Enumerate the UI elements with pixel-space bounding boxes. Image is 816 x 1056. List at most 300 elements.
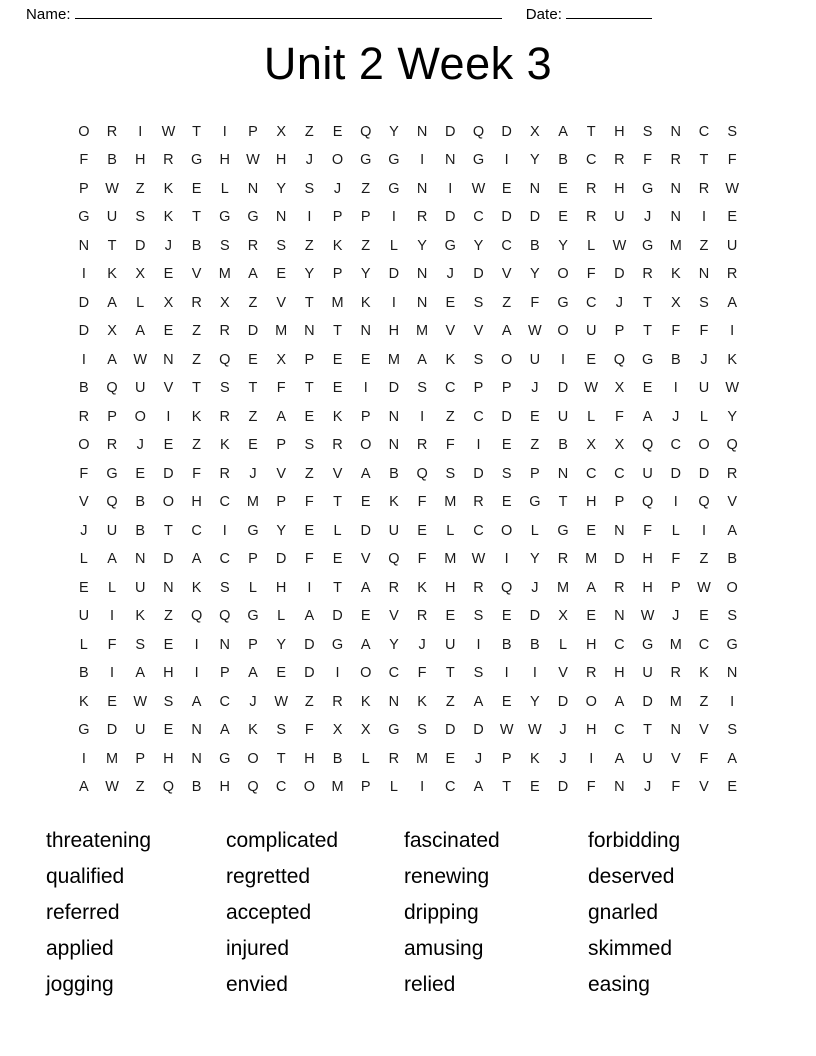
grid-cell[interactable]: U bbox=[134, 722, 146, 739]
grid-cell[interactable]: T bbox=[107, 237, 117, 254]
grid-cell[interactable]: N bbox=[219, 636, 231, 653]
grid-cell[interactable]: F bbox=[417, 551, 427, 568]
grid-cell[interactable]: W bbox=[105, 779, 119, 796]
grid-cell[interactable]: N bbox=[670, 722, 682, 739]
grid-cell[interactable]: R bbox=[614, 579, 625, 596]
grid-cell[interactable]: V bbox=[332, 465, 343, 482]
grid-cell[interactable]: X bbox=[332, 722, 343, 739]
word-list-item[interactable]: dripping bbox=[404, 901, 479, 925]
grid-cell[interactable]: R bbox=[416, 437, 428, 454]
grid-cell[interactable]: G bbox=[641, 237, 654, 254]
grid-cell[interactable]: B bbox=[79, 665, 89, 682]
word-list-item[interactable]: referred bbox=[46, 901, 120, 925]
grid-cell[interactable]: O bbox=[78, 437, 90, 454]
grid-cell[interactable]: Q bbox=[472, 123, 485, 140]
grid-cell[interactable]: C bbox=[219, 551, 231, 568]
grid-cell[interactable]: I bbox=[504, 665, 509, 682]
grid-cell[interactable]: Q bbox=[106, 380, 118, 397]
grid-cell[interactable]: T bbox=[502, 779, 512, 796]
grid-cell[interactable]: M bbox=[387, 351, 400, 368]
grid-cell[interactable]: T bbox=[163, 522, 173, 539]
grid-cell[interactable]: O bbox=[585, 693, 597, 710]
grid-cell[interactable]: Y bbox=[389, 123, 399, 140]
grid-cell[interactable]: E bbox=[727, 209, 737, 226]
grid-cell[interactable]: I bbox=[504, 152, 509, 169]
grid-cell[interactable]: B bbox=[558, 152, 568, 169]
grid-cell[interactable]: S bbox=[445, 465, 456, 482]
grid-cell[interactable]: M bbox=[669, 636, 682, 653]
grid-cell[interactable]: Z bbox=[699, 551, 709, 568]
grid-cell[interactable]: F bbox=[586, 779, 596, 796]
word-search-grid[interactable] bbox=[70, 117, 747, 801]
grid-cell[interactable]: U bbox=[726, 237, 738, 254]
grid-cell[interactable]: F bbox=[445, 437, 455, 454]
grid-cell[interactable]: E bbox=[699, 608, 709, 625]
grid-cell[interactable]: L bbox=[558, 636, 568, 653]
grid-cell[interactable]: E bbox=[163, 266, 174, 283]
grid-cell[interactable]: S bbox=[304, 437, 315, 454]
grid-cell[interactable]: W bbox=[161, 123, 176, 140]
grid-cell[interactable]: F bbox=[614, 408, 624, 425]
grid-cell[interactable]: D bbox=[332, 608, 343, 625]
grid-cell[interactable]: D bbox=[360, 522, 371, 539]
grid-cell[interactable]: R bbox=[557, 551, 569, 568]
grid-cell[interactable]: A bbox=[417, 351, 427, 368]
grid-cell[interactable]: R bbox=[585, 180, 597, 197]
grid-cell[interactable]: A bbox=[191, 693, 202, 710]
grid-cell[interactable]: H bbox=[163, 665, 174, 682]
grid-cell[interactable]: S bbox=[473, 351, 484, 368]
grid-cell[interactable]: E bbox=[360, 608, 371, 625]
grid-cell[interactable]: R bbox=[416, 209, 428, 226]
grid-cell[interactable]: O bbox=[501, 522, 513, 539]
grid-cell[interactable]: R bbox=[416, 608, 428, 625]
grid-cell[interactable]: H bbox=[134, 152, 146, 169]
grid-cell[interactable]: O bbox=[726, 579, 738, 596]
grid-cell[interactable]: J bbox=[700, 351, 708, 368]
grid-cell[interactable]: A bbox=[360, 465, 371, 482]
grid-cell[interactable]: C bbox=[275, 779, 287, 796]
grid-cell[interactable]: E bbox=[107, 693, 117, 710]
grid-cell[interactable]: I bbox=[673, 380, 678, 397]
grid-cell[interactable]: C bbox=[698, 123, 710, 140]
grid-cell[interactable]: R bbox=[473, 579, 484, 596]
grid-cell[interactable]: I bbox=[448, 180, 453, 197]
grid-cell[interactable]: R bbox=[106, 123, 118, 140]
grid-cell[interactable]: C bbox=[670, 437, 682, 454]
grid-cell[interactable]: C bbox=[614, 636, 625, 653]
grid-cell[interactable]: I bbox=[391, 209, 396, 226]
grid-cell[interactable]: H bbox=[585, 636, 597, 653]
grid-cell[interactable]: F bbox=[79, 465, 89, 482]
grid-cell[interactable]: W bbox=[725, 180, 739, 197]
grid-cell[interactable]: F bbox=[417, 665, 427, 682]
grid-cell[interactable]: F bbox=[643, 152, 653, 169]
grid-cell[interactable]: J bbox=[615, 294, 624, 311]
grid-cell[interactable]: K bbox=[163, 180, 174, 197]
grid-cell[interactable]: N bbox=[416, 266, 428, 283]
grid-cell[interactable]: Z bbox=[699, 693, 709, 710]
grid-cell[interactable]: A bbox=[727, 750, 737, 767]
grid-cell[interactable]: S bbox=[473, 294, 484, 311]
grid-cell[interactable]: E bbox=[248, 351, 258, 368]
grid-cell[interactable]: G bbox=[557, 294, 569, 311]
grid-cell[interactable]: L bbox=[136, 294, 145, 311]
grid-cell[interactable]: C bbox=[191, 522, 202, 539]
grid-cell[interactable]: H bbox=[191, 494, 202, 511]
grid-cell[interactable]: A bbox=[79, 779, 89, 796]
grid-cell[interactable]: N bbox=[388, 408, 400, 425]
grid-cell[interactable]: P bbox=[670, 579, 681, 596]
grid-cell[interactable]: E bbox=[501, 494, 512, 511]
grid-cell[interactable]: J bbox=[559, 750, 567, 767]
grid-cell[interactable]: K bbox=[332, 237, 343, 254]
grid-cell[interactable]: E bbox=[248, 437, 258, 454]
grid-cell[interactable]: D bbox=[642, 693, 653, 710]
grid-cell[interactable]: E bbox=[727, 779, 737, 796]
grid-cell[interactable]: E bbox=[586, 522, 597, 539]
grid-cell[interactable]: O bbox=[557, 266, 569, 283]
grid-cell[interactable]: V bbox=[191, 266, 202, 283]
grid-cell[interactable]: R bbox=[473, 494, 484, 511]
grid-cell[interactable]: S bbox=[135, 636, 146, 653]
grid-cell[interactable]: Q bbox=[190, 608, 203, 625]
grid-cell[interactable]: B bbox=[191, 237, 202, 254]
grid-cell[interactable]: C bbox=[219, 494, 231, 511]
grid-cell[interactable]: E bbox=[501, 437, 512, 454]
grid-cell[interactable]: J bbox=[559, 722, 567, 739]
grid-cell[interactable]: A bbox=[304, 608, 315, 625]
grid-cell[interactable]: C bbox=[698, 636, 710, 653]
grid-cell[interactable]: H bbox=[275, 152, 287, 169]
grid-cell[interactable]: X bbox=[670, 294, 681, 311]
grid-cell[interactable]: V bbox=[473, 323, 484, 340]
word-list-item[interactable]: skimmed bbox=[588, 937, 673, 961]
grid-cell[interactable]: X bbox=[586, 437, 597, 454]
grid-cell[interactable]: T bbox=[699, 152, 709, 169]
grid-cell[interactable]: O bbox=[698, 437, 710, 454]
grid-cell[interactable]: E bbox=[191, 180, 202, 197]
grid-cell[interactable]: B bbox=[670, 351, 681, 368]
grid-cell[interactable]: C bbox=[585, 152, 597, 169]
grid-cell[interactable]: D bbox=[445, 123, 456, 140]
grid-cell[interactable]: G bbox=[444, 237, 456, 254]
grid-cell[interactable]: A bbox=[614, 750, 625, 767]
grid-cell[interactable]: J bbox=[305, 152, 313, 169]
grid-cell[interactable]: I bbox=[138, 123, 143, 140]
grid-cell[interactable]: J bbox=[136, 437, 144, 454]
grid-cell[interactable]: I bbox=[110, 665, 115, 682]
grid-cell[interactable]: T bbox=[304, 294, 314, 311]
grid-cell[interactable]: F bbox=[530, 294, 540, 311]
grid-cell[interactable]: W bbox=[528, 722, 542, 739]
grid-cell[interactable]: Z bbox=[502, 294, 512, 311]
grid-cell[interactable]: N bbox=[360, 323, 371, 340]
grid-cell[interactable]: A bbox=[727, 294, 737, 311]
grid-cell[interactable]: P bbox=[501, 750, 512, 767]
grid-cell[interactable]: T bbox=[333, 323, 342, 340]
grid-cell[interactable]: M bbox=[331, 294, 344, 311]
grid-cell[interactable]: A bbox=[107, 551, 117, 568]
grid-cell[interactable]: B bbox=[191, 779, 202, 796]
grid-cell[interactable]: N bbox=[388, 693, 400, 710]
grid-cell[interactable]: Z bbox=[304, 465, 314, 482]
grid-cell[interactable]: H bbox=[614, 123, 625, 140]
grid-cell[interactable]: Z bbox=[445, 693, 455, 710]
grid-cell[interactable]: S bbox=[642, 123, 653, 140]
grid-cell[interactable]: M bbox=[444, 551, 457, 568]
grid-cell[interactable]: K bbox=[163, 209, 174, 226]
grid-cell[interactable]: K bbox=[107, 266, 117, 283]
grid-cell[interactable]: L bbox=[248, 579, 257, 596]
grid-cell[interactable]: Y bbox=[558, 237, 568, 254]
grid-cell[interactable]: G bbox=[219, 209, 231, 226]
grid-cell[interactable]: F bbox=[276, 380, 286, 397]
grid-cell[interactable]: K bbox=[417, 693, 427, 710]
grid-cell[interactable]: X bbox=[219, 294, 230, 311]
grid-cell[interactable]: E bbox=[304, 522, 315, 539]
grid-cell[interactable]: F bbox=[417, 494, 427, 511]
grid-cell[interactable]: H bbox=[642, 551, 653, 568]
grid-cell[interactable]: T bbox=[248, 380, 258, 397]
grid-cell[interactable]: J bbox=[643, 209, 652, 226]
grid-cell[interactable]: V bbox=[360, 551, 371, 568]
grid-cell[interactable]: D bbox=[304, 665, 315, 682]
grid-cell[interactable]: S bbox=[219, 237, 230, 254]
grid-cell[interactable]: S bbox=[276, 237, 286, 254]
grid-cell[interactable]: Z bbox=[361, 180, 371, 197]
grid-cell[interactable]: B bbox=[727, 551, 737, 568]
grid-cell[interactable]: J bbox=[164, 237, 173, 254]
grid-cell[interactable]: N bbox=[416, 294, 428, 311]
grid-cell[interactable]: O bbox=[162, 494, 175, 511]
grid-cell[interactable]: P bbox=[614, 323, 625, 340]
grid-cell[interactable]: O bbox=[360, 665, 372, 682]
grid-cell[interactable]: M bbox=[669, 693, 682, 710]
grid-cell[interactable]: M bbox=[416, 750, 429, 767]
grid-cell[interactable]: M bbox=[669, 237, 682, 254]
grid-cell[interactable]: A bbox=[248, 266, 258, 283]
grid-cell[interactable]: G bbox=[247, 522, 259, 539]
grid-cell[interactable]: U bbox=[642, 750, 653, 767]
grid-cell[interactable]: E bbox=[445, 294, 456, 311]
grid-cell[interactable]: S bbox=[699, 294, 709, 311]
grid-cell[interactable]: D bbox=[445, 722, 456, 739]
grid-cell[interactable]: F bbox=[586, 266, 596, 283]
grid-cell[interactable]: U bbox=[106, 522, 118, 539]
grid-cell[interactable]: L bbox=[587, 408, 596, 425]
grid-cell[interactable]: C bbox=[445, 779, 456, 796]
grid-cell[interactable]: N bbox=[670, 123, 682, 140]
grid-cell[interactable]: B bbox=[389, 465, 399, 482]
grid-cell[interactable]: W bbox=[499, 722, 514, 739]
grid-cell[interactable]: W bbox=[697, 579, 711, 596]
grid-cell[interactable]: S bbox=[163, 693, 174, 710]
grid-cell[interactable]: O bbox=[331, 152, 344, 169]
grid-cell[interactable]: Z bbox=[248, 408, 258, 425]
grid-cell[interactable]: M bbox=[556, 579, 570, 596]
grid-cell[interactable]: I bbox=[391, 294, 396, 311]
grid-cell[interactable]: F bbox=[304, 494, 314, 511]
grid-cell[interactable]: Z bbox=[135, 779, 145, 796]
grid-cell[interactable]: N bbox=[78, 237, 90, 254]
grid-cell[interactable]: T bbox=[304, 380, 314, 397]
grid-cell[interactable]: W bbox=[528, 323, 542, 340]
grid-cell[interactable]: D bbox=[78, 323, 90, 340]
grid-cell[interactable]: E bbox=[304, 408, 315, 425]
grid-cell[interactable]: S bbox=[219, 579, 230, 596]
grid-cell[interactable]: V bbox=[163, 380, 174, 397]
grid-cell[interactable]: I bbox=[222, 123, 227, 140]
grid-cell[interactable]: E bbox=[586, 351, 597, 368]
grid-cell[interactable]: M bbox=[444, 494, 457, 511]
grid-cell[interactable]: Q bbox=[641, 437, 654, 454]
grid-cell[interactable]: Z bbox=[248, 294, 258, 311]
grid-cell[interactable]: S bbox=[727, 722, 737, 739]
grid-cell[interactable]: I bbox=[561, 351, 566, 368]
grid-cell[interactable]: B bbox=[135, 494, 146, 511]
grid-cell[interactable]: K bbox=[191, 408, 202, 425]
grid-cell[interactable]: E bbox=[135, 465, 146, 482]
grid-cell[interactable]: E bbox=[445, 608, 456, 625]
grid-cell[interactable]: X bbox=[614, 437, 625, 454]
grid-cell[interactable]: R bbox=[585, 665, 597, 682]
grid-cell[interactable]: B bbox=[79, 380, 89, 397]
grid-cell[interactable]: E bbox=[163, 323, 174, 340]
grid-cell[interactable]: I bbox=[420, 152, 425, 169]
grid-cell[interactable]: L bbox=[333, 522, 342, 539]
grid-cell[interactable]: X bbox=[530, 123, 540, 140]
grid-cell[interactable]: F bbox=[107, 636, 117, 653]
grid-cell[interactable]: J bbox=[474, 750, 483, 767]
grid-cell[interactable]: C bbox=[473, 209, 484, 226]
grid-cell[interactable]: C bbox=[585, 465, 597, 482]
grid-cell[interactable]: V bbox=[79, 494, 89, 511]
word-list-item[interactable]: forbidding bbox=[588, 829, 681, 853]
grid-cell[interactable]: F bbox=[643, 522, 653, 539]
grid-cell[interactable]: N bbox=[670, 209, 682, 226]
grid-cell[interactable]: P bbox=[219, 665, 230, 682]
grid-cell[interactable]: R bbox=[698, 180, 710, 197]
grid-cell[interactable]: O bbox=[78, 123, 90, 140]
grid-cell[interactable]: N bbox=[529, 180, 541, 197]
grid-cell[interactable]: G bbox=[726, 636, 738, 653]
grid-cell[interactable]: I bbox=[532, 665, 537, 682]
word-list-item[interactable]: accepted bbox=[226, 901, 312, 925]
grid-cell[interactable]: L bbox=[79, 551, 88, 568]
grid-cell[interactable]: D bbox=[698, 465, 710, 482]
grid-cell[interactable]: V bbox=[699, 722, 709, 739]
grid-cell[interactable]: X bbox=[558, 608, 568, 625]
grid-cell[interactable]: D bbox=[529, 608, 541, 625]
grid-cell[interactable]: K bbox=[727, 351, 737, 368]
grid-cell[interactable]: K bbox=[530, 750, 540, 767]
grid-cell[interactable]: L bbox=[530, 522, 539, 539]
grid-cell[interactable]: U bbox=[557, 408, 569, 425]
grid-cell[interactable]: I bbox=[81, 266, 86, 283]
word-list-item[interactable]: threatening bbox=[46, 829, 152, 853]
grid-cell[interactable]: B bbox=[530, 636, 540, 653]
grid-cell[interactable]: A bbox=[276, 408, 286, 425]
grid-cell[interactable]: C bbox=[614, 722, 625, 739]
grid-cell[interactable]: J bbox=[446, 266, 454, 283]
word-list-item[interactable]: amusing bbox=[404, 937, 484, 961]
grid-cell[interactable]: R bbox=[219, 465, 231, 482]
grid-cell[interactable]: B bbox=[530, 237, 540, 254]
word-list-item[interactable]: gnarled bbox=[588, 901, 659, 925]
grid-cell[interactable]: G bbox=[247, 209, 259, 226]
grid-cell[interactable]: V bbox=[558, 665, 568, 682]
grid-cell[interactable]: F bbox=[79, 152, 89, 169]
grid-cell[interactable]: A bbox=[219, 722, 230, 739]
grid-cell[interactable]: O bbox=[360, 437, 372, 454]
grid-cell[interactable]: U bbox=[529, 351, 541, 368]
grid-cell[interactable]: H bbox=[304, 750, 315, 767]
grid-cell[interactable]: G bbox=[388, 152, 400, 169]
grid-cell[interactable]: W bbox=[133, 693, 148, 710]
grid-cell[interactable]: X bbox=[360, 722, 371, 739]
grid-cell[interactable]: E bbox=[586, 608, 597, 625]
grid-cell[interactable]: P bbox=[473, 380, 484, 397]
grid-cell[interactable]: S bbox=[219, 380, 230, 397]
grid-cell[interactable]: K bbox=[79, 693, 89, 710]
grid-cell[interactable]: P bbox=[248, 636, 258, 653]
grid-cell[interactable]: J bbox=[672, 608, 680, 625]
grid-cell[interactable]: Z bbox=[530, 437, 540, 454]
grid-cell[interactable]: H bbox=[219, 152, 231, 169]
grid-cell[interactable]: R bbox=[388, 750, 400, 767]
grid-cell[interactable]: A bbox=[558, 123, 568, 140]
grid-cell[interactable]: E bbox=[332, 551, 343, 568]
grid-cell[interactable]: N bbox=[416, 180, 428, 197]
grid-cell[interactable]: J bbox=[249, 465, 257, 482]
grid-cell[interactable]: S bbox=[417, 380, 427, 397]
grid-cell[interactable]: C bbox=[219, 693, 231, 710]
grid-cell[interactable]: T bbox=[445, 665, 455, 682]
grid-cell[interactable]: I bbox=[81, 750, 86, 767]
grid-cell[interactable]: E bbox=[276, 665, 286, 682]
grid-cell[interactable]: K bbox=[219, 437, 230, 454]
name-blank-line[interactable] bbox=[75, 5, 502, 19]
grid-cell[interactable]: E bbox=[79, 579, 89, 596]
grid-cell[interactable]: Z bbox=[163, 608, 173, 625]
grid-cell[interactable]: R bbox=[642, 266, 653, 283]
grid-cell[interactable]: H bbox=[614, 180, 625, 197]
grid-cell[interactable]: S bbox=[727, 123, 737, 140]
grid-cell[interactable]: X bbox=[107, 323, 117, 340]
grid-cell[interactable]: X bbox=[614, 380, 625, 397]
grid-cell[interactable]: D bbox=[614, 551, 625, 568]
grid-cell[interactable]: H bbox=[614, 665, 625, 682]
grid-cell[interactable]: V bbox=[501, 266, 512, 283]
grid-cell[interactable]: S bbox=[417, 722, 427, 739]
grid-cell[interactable]: Y bbox=[304, 266, 315, 283]
grid-cell[interactable]: F bbox=[699, 750, 709, 767]
grid-cell[interactable]: T bbox=[192, 380, 202, 397]
grid-cell[interactable]: K bbox=[445, 351, 456, 368]
grid-cell[interactable]: P bbox=[135, 750, 146, 767]
grid-cell[interactable]: E bbox=[360, 494, 371, 511]
grid-cell[interactable]: J bbox=[249, 693, 257, 710]
grid-cell[interactable]: I bbox=[363, 380, 368, 397]
grid-cell[interactable]: N bbox=[557, 465, 569, 482]
grid-cell[interactable]: P bbox=[360, 209, 371, 226]
grid-cell[interactable]: T bbox=[333, 579, 342, 596]
grid-cell[interactable]: X bbox=[276, 351, 286, 368]
grid-cell[interactable]: A bbox=[360, 636, 371, 653]
grid-cell[interactable]: N bbox=[614, 522, 625, 539]
grid-cell[interactable]: R bbox=[585, 209, 597, 226]
